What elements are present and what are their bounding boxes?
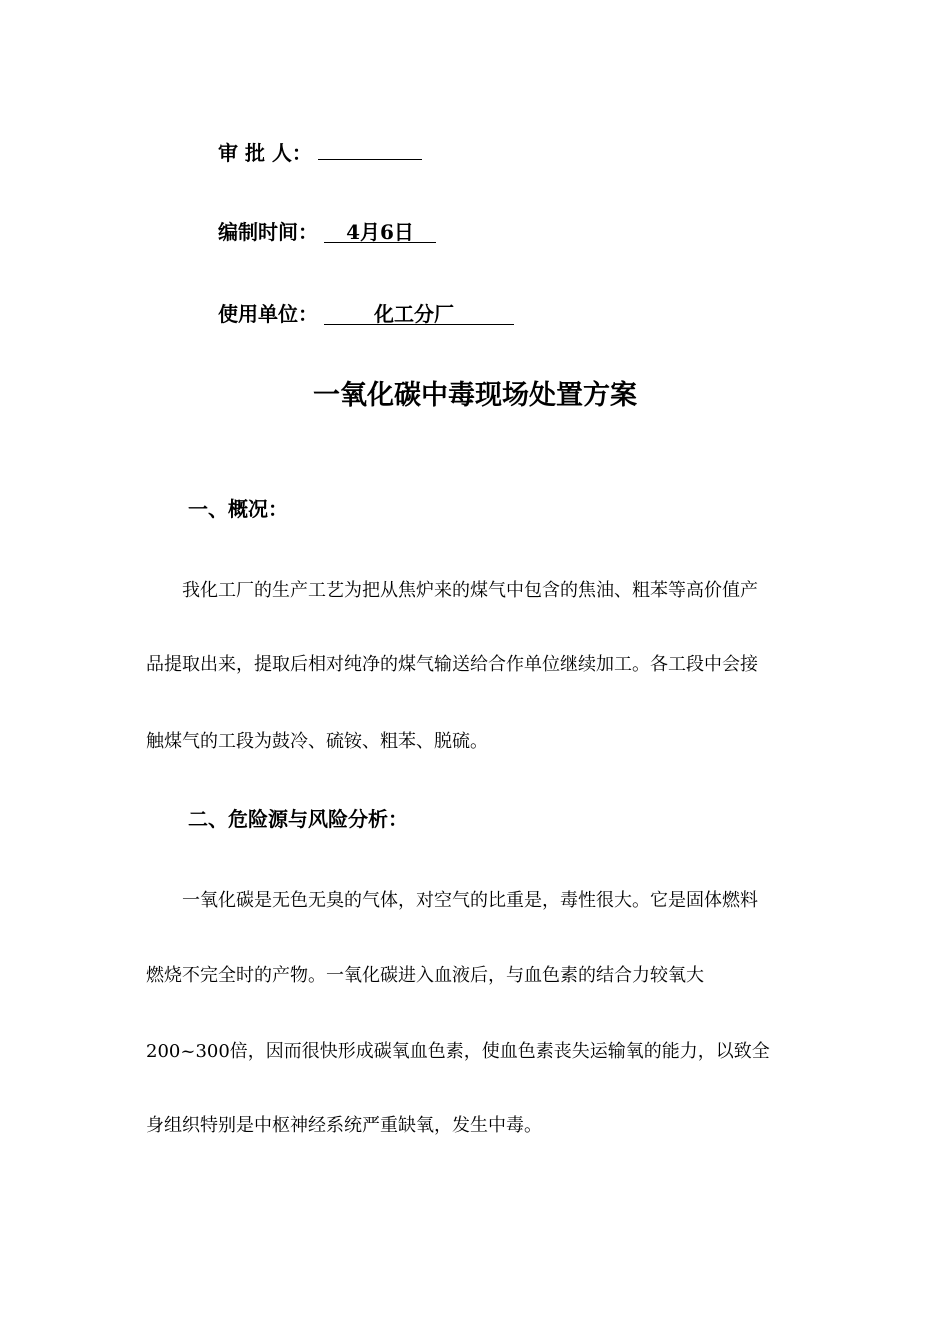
paragraph-line: 200~300倍，因而很快形成碳氧血色素，使血色素丧失运输氧的能力，以致全 [146, 1041, 770, 1062]
compile-time-value: 4月6日 [324, 222, 436, 243]
section-heading-risk-analysis: 二、危险源与风险分析： [188, 807, 408, 831]
approver-label: 审 批 人： [218, 141, 312, 165]
paragraph-line: 身组织特别是中枢神经系统严重缺氧，发生中毒。 [146, 1115, 542, 1136]
document-title: 一氧化碳中毒现场处置方案 [313, 380, 637, 411]
compile-time-field [218, 220, 436, 244]
unit-field [218, 302, 514, 326]
approver-value [318, 139, 422, 160]
paragraph-line: 触煤气的工段为鼓冷、硫铵、粗苯、脱硫。 [146, 731, 488, 752]
paragraph-line: 一氧化碳是无色无臭的气体，对空气的比重是，毒性很大。它是固体燃料 [182, 890, 758, 911]
section-heading-overview: 一、概况： [188, 497, 288, 521]
paragraph-line: 我化工厂的生产工艺为把从焦炉来的煤气中包含的焦油、粗苯等高价值产 [182, 580, 758, 601]
paragraph-line: 品提取出来，提取后相对纯净的煤气输送给合作单位继续加工。各工段中会接 [146, 654, 758, 675]
unit-label: 使用单位： [218, 302, 318, 326]
approver-field [218, 139, 422, 165]
unit-value: 化工分厂 [324, 304, 514, 325]
compile-time-label: 编制时间： [218, 220, 318, 244]
paragraph-line: 燃烧不完全时的产物。一氧化碳进入血液后，与血色素的结合力较氧大 [146, 965, 704, 986]
